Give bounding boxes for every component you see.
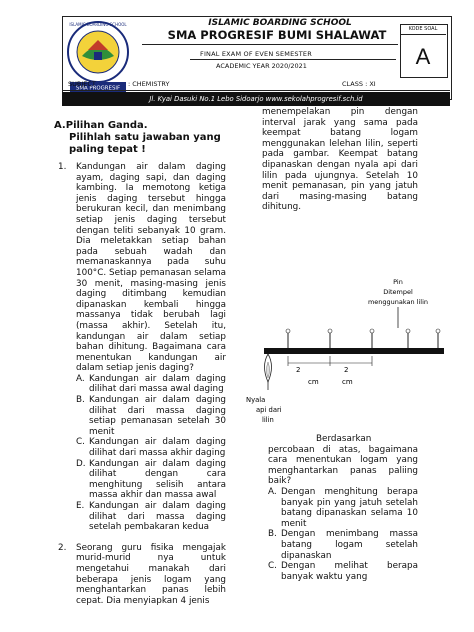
pin-1 <box>286 329 290 348</box>
subject-label: SUBJECT <box>68 80 96 88</box>
option-letter: E. <box>76 501 85 511</box>
left-column <box>54 120 226 606</box>
option-b[interactable] <box>268 529 418 561</box>
option-letter: D. <box>76 458 86 469</box>
section-title: Pilihan Ganda. <box>65 120 148 131</box>
subject-value: : CHEMISTRY <box>128 80 170 88</box>
pin-4 <box>406 329 410 348</box>
question-intro-2: percobaan di atas, bagaimana cara menentukan logam yang menghantarkan panas paliing baik? <box>268 444 418 487</box>
section-instruction: Pilihlah satu jawaban yang paling tepat ! <box>69 132 221 155</box>
option-text: Kandungan air dalam daging dilihat dari massa daging setelah pembakaran kedua <box>89 501 226 533</box>
option-letter: C. <box>268 561 277 572</box>
question-text: Seorang guru fisika mengajak murid-murid nya untuk mengetahui manakah dari beberapa jenis logam yang menghantarkan panas lebih cepat. Dia menyiapkan 4 jenis <box>76 542 226 606</box>
right-column-text: menempelakan pin dengan interval jarak yang sama pada keempat batang logam menggunakan lelehan lilin, seperti pada gambar. Keempat batang dipanaskan dengan nyala api dari lilin pada ujungnya. Setelah 10 menit pemanasan, pin yang jatuh dari masing-masing batang dihitung. <box>262 107 418 213</box>
academic-year: ACADEMIC YEAR 2020/2021 <box>216 62 307 70</box>
kode-soal-value: A <box>415 44 431 69</box>
address-bar: Jl. Kyai Dasuki No.1 Lebo Sidoarjo www.sekolahprogresif.sch.id <box>62 92 450 106</box>
option-e[interactable] <box>76 501 226 533</box>
pin-5 <box>436 329 440 348</box>
question-1 <box>54 162 226 533</box>
option-letter: C. <box>76 437 85 448</box>
section-letter: A. <box>54 120 66 131</box>
pin-label-1: Pin <box>393 278 403 286</box>
option-text: Kandungan air dalam daging dilihat dari massa akhir daging <box>89 437 226 459</box>
option-c[interactable] <box>76 437 226 458</box>
kode-soal-label: KODE SOAL <box>408 26 438 32</box>
exam-title: FINAL EXAM OF EVEN SEMESTER <box>200 50 312 58</box>
section-heading <box>54 120 226 132</box>
subject-row <box>62 76 450 90</box>
dimension-unit-2: cm <box>342 378 353 386</box>
flame-label-3: lilin <box>262 416 274 424</box>
dimension-value-2: 2 <box>344 366 349 374</box>
option-text: Kandungan air dalam daging dilihat dari massa daging setiap pemanasan setelah 30 menit <box>89 395 226 437</box>
header-divider <box>142 44 398 45</box>
metal-rod <box>264 348 444 354</box>
flame-label-2: api dari <box>256 406 282 414</box>
option-letter: B. <box>268 529 277 540</box>
option-c[interactable] <box>268 561 418 582</box>
pin-2 <box>328 329 332 348</box>
question-number: 2. <box>58 542 67 553</box>
dimension-value-1: 2 <box>296 366 301 374</box>
school-subtitle: ISLAMIC BOARDING SCHOOL <box>208 18 352 28</box>
option-text: Kandungan air dalam daging dilihat dengan cara menghitung selisih antara massa akhir dan massa awal <box>89 458 226 501</box>
question-number: 1. <box>58 162 67 172</box>
option-d[interactable] <box>76 459 226 501</box>
option-letter: B. <box>76 395 85 406</box>
kode-divider <box>400 34 446 35</box>
pin-label-2: Ditempel <box>383 288 413 296</box>
option-text: Dengan menghitung berapa banyak pin yang jatuh setelah batang dipanaskan selama 10 menit <box>281 486 418 529</box>
school-name: SMA PROGRESIF BUMI SHALAWAT <box>167 28 387 42</box>
dimension-unit-1: cm <box>308 378 319 386</box>
option-text: Kandungan air dalam daging dilihat dari massa awal daging <box>89 373 226 395</box>
option-letter: A. <box>76 373 85 384</box>
option-b[interactable] <box>76 395 226 437</box>
pin-label-3: menggunakan lilin <box>367 298 429 306</box>
option-text: Dengan melihat berapa banyak waktu yang <box>281 561 418 582</box>
right-question <box>268 434 418 582</box>
option-text: Dengan menimbang massa batang logam setelah dipanaskan <box>281 529 418 561</box>
header-divider-2 <box>190 59 396 60</box>
experiment-figure <box>248 270 456 430</box>
candle-flame-icon <box>265 354 272 390</box>
question-2 <box>54 543 226 607</box>
option-a[interactable] <box>76 374 226 395</box>
class-label: CLASS : XI <box>342 80 376 88</box>
option-letter: A. <box>268 486 277 497</box>
pin-3 <box>370 329 374 348</box>
logo-text-bottom: SMA PROGRESIF <box>75 85 121 92</box>
logo-text-top: ISLAMIC BOARDING SCHOOL <box>69 22 127 27</box>
question-text: Kandungan air dalam daging ayam, daging sapi, dan daging kambing. Ia memotong ketiga jenis daging tersebut hingga berukuran kecil, dan menimbang setiap jenis daging tersebut dengan teliti sebanyak 10 gram. Dia meletakkan setiap bahan pada sebuah wadah dan memanaskannya pada suhu 100°C. Setiap pemanasan selama 30 menit, masing-masing jenis daging ditimbang kemudian dipanaskan kembali hingga massanya tidak berubah lagi (massa akhir). Setelah itu, kandungan air dalam setiap bahan dihitung. Bagaimana cara menentukan kandungan air dalam setiap jenis daging? <box>76 162 226 374</box>
option-a[interactable] <box>268 487 418 529</box>
question-intro-1: Berdasarkan <box>316 434 372 444</box>
flame-label-1: Nyala <box>246 396 266 404</box>
